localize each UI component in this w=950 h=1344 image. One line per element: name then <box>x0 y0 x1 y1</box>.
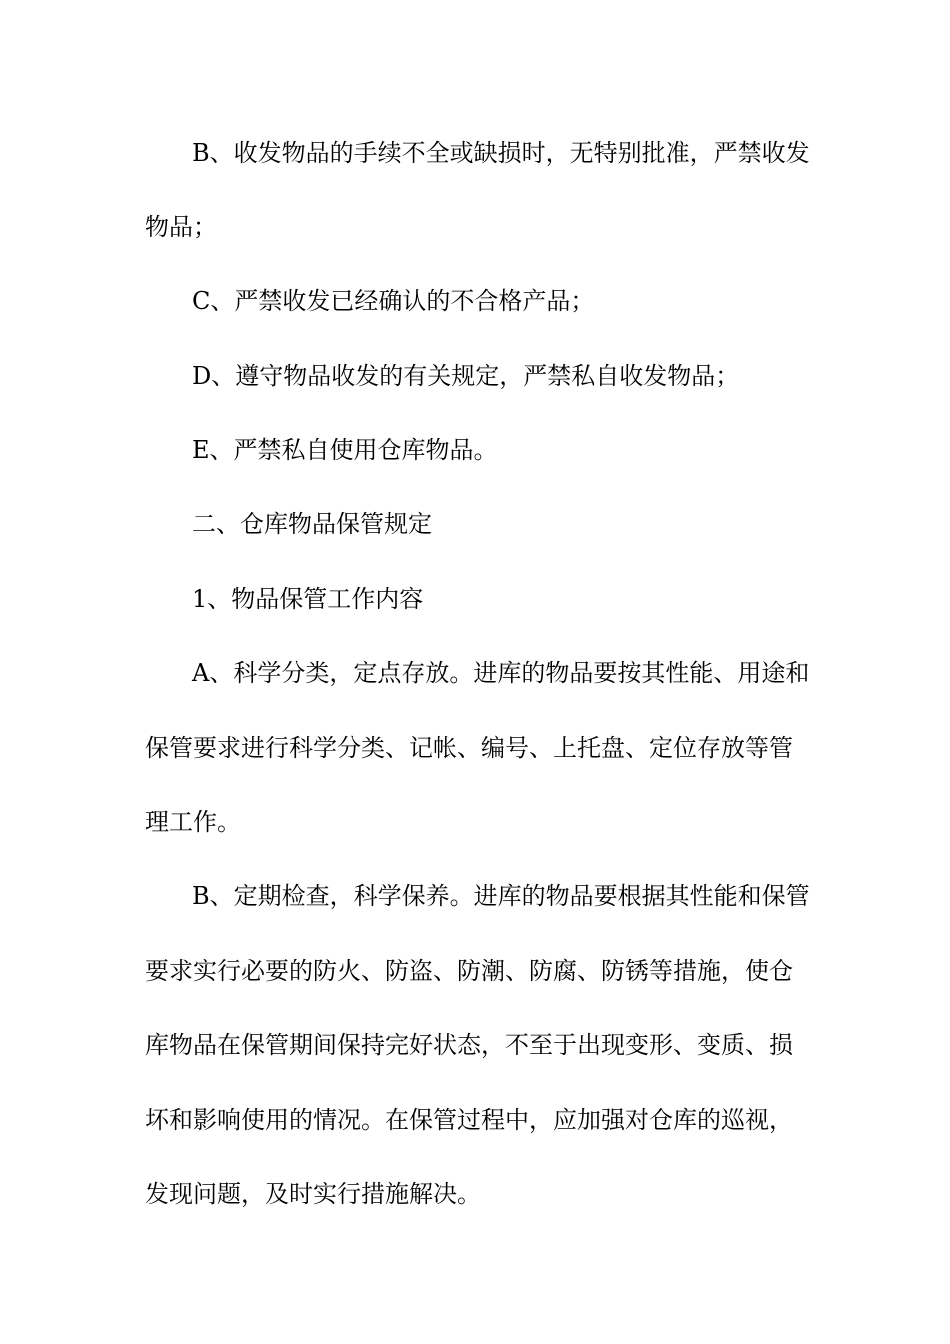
paragraph-b2-line-5: 发现问题，及时实行措施解决。 <box>145 1180 481 1208</box>
paragraph-c: C、严禁收发已经确认的不合格产品； <box>192 287 595 315</box>
paragraph-a2-line-2: 保管要求进行科学分类、记帐、编号、上托盘、定位存放等管 <box>145 734 793 762</box>
paragraph-b-line-1: B、收发物品的手续不全或缺损时，无特别批准，严禁收发 <box>192 139 810 167</box>
section-heading-2: 二、仓库物品保管规定 <box>192 510 432 538</box>
paragraph-b-line-2: 物品； <box>145 213 217 241</box>
paragraph-b2-line-2: 要求实行必要的防火、防盗、防潮、防腐、防锈等措施，使仓 <box>145 957 793 985</box>
paragraph-e: E、严禁私自使用仓库物品。 <box>192 436 498 464</box>
paragraph-d: D、遵守物品收发的有关规定，严禁私自收发物品； <box>192 362 740 390</box>
subsection-heading-1: 1、物品保管工作内容 <box>192 585 424 613</box>
paragraph-a2-line-3: 理工作。 <box>145 808 241 836</box>
paragraph-b2-line-1: B、定期检查，科学保养。进库的物品要根据其性能和保管 <box>192 882 810 910</box>
paragraph-b2-line-4: 坏和影响使用的情况。在保管过程中，应加强对仓库的巡视， <box>145 1106 793 1134</box>
paragraph-b2-line-3: 库物品在保管期间保持完好状态，不至于出现变形、变质、损 <box>145 1031 793 1059</box>
paragraph-a2-line-1: A、科学分类，定点存放。进库的物品要按其性能、用途和 <box>192 659 810 687</box>
